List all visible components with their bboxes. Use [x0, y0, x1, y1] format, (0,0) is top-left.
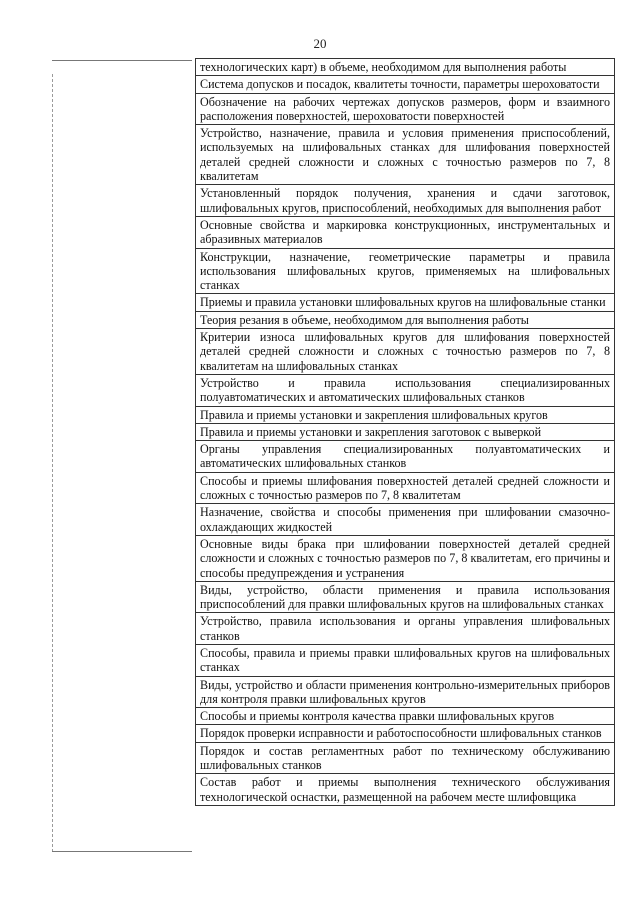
- table-row: Правила и приемы установки и закрепления заготовок с выверкой: [196, 424, 614, 441]
- table-row: Порядок проверки исправности и работоспособности шлифовальных станков: [196, 725, 614, 742]
- table-row: Назначение, свойства и способы применения при шлифовании смазочно-охлаждающих жидкостей: [196, 504, 614, 536]
- table-row: технологических карт) в объеме, необходимом для выполнения работы: [196, 58, 614, 76]
- table-row: Устройство и правила использования специализированных полуавтоматических и автоматических шлифовальных станков: [196, 375, 614, 407]
- table-row: Основные виды брака при шлифовании поверхностей деталей средней сложности и сложных с точностью размеров по 7, 8 квалитетам, его причины и способы предупреждения и устранения: [196, 536, 614, 582]
- table-row: Виды, устройство и области применения контрольно-измерительных приборов для контроля правки шлифовальных кругов: [196, 677, 614, 709]
- table-row: Виды, устройство, области применения и правила использования приспособлений для правки шлифовальных кругов на шлифовальных станках: [196, 582, 614, 614]
- table-row: Система допусков и посадок, квалитеты точности, параметры шероховатости: [196, 76, 614, 93]
- table-row: Устройство, назначение, правила и условия применения приспособлений, используемых на шлифовальных станках для шлифования поверхностей деталей средней сложности и сложных с точностью размеров по 7, 8 квалитетам: [196, 125, 614, 185]
- page-number: 20: [313, 36, 327, 51]
- table-row: Способы и приемы контроля качества правки шлифовальных кругов: [196, 708, 614, 725]
- left-column: [52, 0, 192, 905]
- left-column-top-border: [52, 60, 192, 61]
- table-row: Конструкции, назначение, геометрические параметры и правила использования шлифовальных кругов, применяемых на шлифовальных станках: [196, 249, 614, 295]
- table-row: Правила и приемы установки и закрепления шлифовальных кругов: [196, 407, 614, 424]
- table-row: Приемы и правила установки шлифовальных кругов на шлифовальные станки: [196, 294, 614, 311]
- table-row: Устройство, правила использования и органы управления шлифовальных станков: [196, 613, 614, 645]
- left-column-bottom-border: [52, 851, 192, 852]
- table-row: Способы и приемы шлифования поверхностей деталей средней сложности и сложных с точностью размеров по 7, 8 квалитетам: [196, 473, 614, 505]
- table-row: Органы управления специализированных полуавтоматических и автоматических шлифовальных станков: [196, 441, 614, 473]
- requirements-table: [195, 58, 615, 806]
- table-row: Способы, правила и приемы правки шлифовальных кругов на шлифовальных станках: [196, 645, 614, 677]
- table-row: Порядок и состав регламентных работ по техническому обслуживанию шлифовальных станков: [196, 743, 614, 775]
- table-row: Состав работ и приемы выполнения технического обслуживания технологической оснастки, размещенной на рабочем месте шлифовщика: [196, 774, 614, 806]
- table-row: Критерии износа шлифовальных кругов для шлифования поверхностей деталей средней сложности и сложных с точностью размеров по 7, 8 квалитетам на шлифовальных станках: [196, 329, 614, 375]
- left-column-divider: [52, 74, 53, 852]
- table-row: Основные свойства и маркировка конструкционных, инструментальных и абразивных материалов: [196, 217, 614, 249]
- table-row: Установленный порядок получения, хранения и сдачи заготовок, шлифовальных кругов, приспособлений, необходимых для выполнения работ: [196, 185, 614, 217]
- table-row: Теория резания в объеме, необходимом для выполнения работы: [196, 312, 614, 329]
- table-row: Обозначение на рабочих чертежах допусков размеров, форм и взаимного расположения поверхностей, шероховатости поверхностей: [196, 94, 614, 126]
